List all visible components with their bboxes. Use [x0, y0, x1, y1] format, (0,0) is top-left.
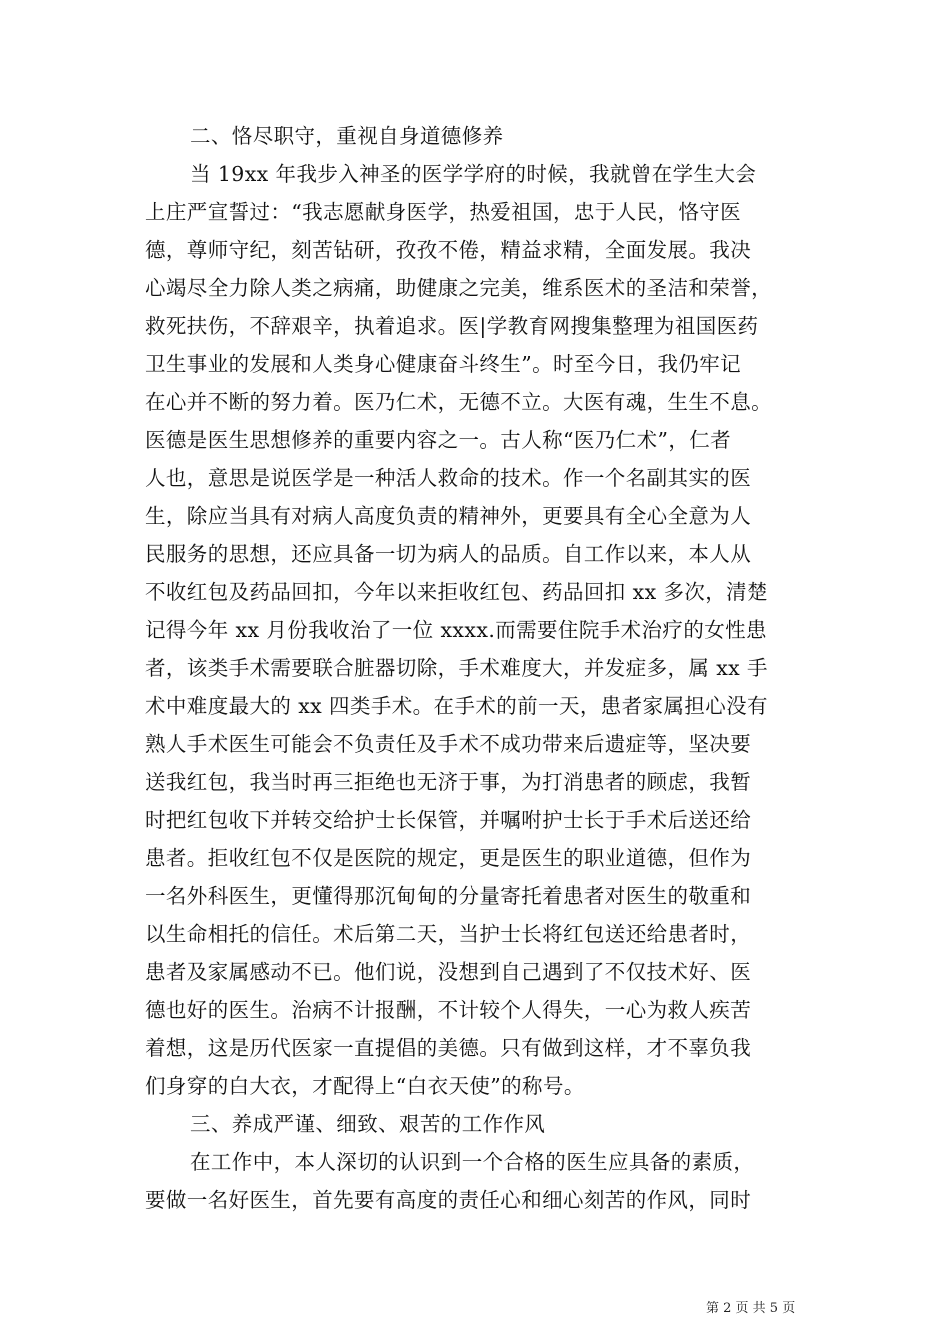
paragraph-line: 人也，意思是说医学是一种活人救命的技术。作一个名副其实的医 [145, 466, 752, 490]
paragraph-line: 心竭尽全力除人类之病痛，助健康之完美，维系医术的圣洁和荣誉， [145, 276, 772, 300]
paragraph-line: 术中难度最大的 xx 四类手术。在手术的前一天，患者家属担心没有 [145, 694, 768, 718]
paragraph-line: 上庄严宣誓过：“我志愿献身医学，热爱祖国，忠于人民，恪守医 [145, 200, 742, 224]
section-2-heading: 二、恪尽职守，重视自身道德修养 [190, 124, 504, 148]
section-3-heading: 三、养成严谨、细致、艰苦的工作作风 [190, 1112, 546, 1136]
paragraph-line: 以生命相托的信任。术后第二天，当护士长将红包送还给患者时， [145, 922, 752, 946]
page-indicator: 第 2 页 共 5 页 [706, 1301, 796, 1316]
paragraph-line: 卫生事业的发展和人类身心健康奋斗终生”。时至今日，我仍牢记 [145, 352, 742, 376]
paragraph-line: 一名外科医生，更懂得那沉甸甸的分量寄托着患者对医生的敬重和 [145, 884, 752, 908]
paragraph-line: 德，尊师守纪，刻苦钻研，孜孜不倦，精益求精，全面发展。我决 [145, 238, 752, 262]
paragraph-line: 们身穿的白大衣，才配得上“白衣天使”的称号。 [145, 1074, 585, 1098]
paragraph-line: 者，该类手术需要联合脏器切除，手术难度大，并发症多，属 xx 手 [145, 656, 768, 680]
paragraph-line: 在工作中，本人深切的认识到一个合格的医生应具备的素质， [190, 1150, 755, 1174]
paragraph-line: 不收红包及药品回扣，今年以来拒收红包、药品回扣 xx 多次，清楚 [145, 580, 768, 604]
paragraph-line: 救死扶伤，不辞艰辛，执着追求。医|学教育网搜集整理为祖国医药 [145, 314, 759, 338]
paragraph-line: 要做一名好医生，首先要有高度的责任心和细心刻苦的作风，同时 [145, 1188, 752, 1212]
paragraph-line: 患者。拒收红包不仅是医院的规定，更是医生的职业道德，但作为 [145, 846, 752, 870]
paragraph-line: 民服务的思想，还应具备一切为病人的品质。自工作以来，本人从 [145, 542, 752, 566]
paragraph-line: 送我红包，我当时再三拒绝也无济于事，为打消患者的顾虑，我暂 [145, 770, 752, 794]
paragraph-line: 时把红包收下并转交给护士长保管，并嘱咐护士长于手术后送还给 [145, 808, 752, 832]
paragraph-line: 在心并不断的努力着。医乃仁术，无德不立。大医有魂，生生不息。 [145, 390, 772, 414]
paragraph-line: 着想，这是历代医家一直提倡的美德。只有做到这样，才不辜负我 [145, 1036, 752, 1060]
paragraph-line: 医德是医生思想修养的重要内容之一。古人称“医乃仁术”，仁者 [145, 428, 732, 452]
paragraph-line: 当 19xx 年我步入神圣的医学学府的时候，我就曾在学生大会 [190, 162, 757, 186]
paragraph-line: 生，除应当具有对病人高度负责的精神外，更要具有全心全意为人 [145, 504, 752, 528]
paragraph-line: 熟人手术医生可能会不负责任及手术不成功带来后遗症等，坚决要 [145, 732, 752, 756]
paragraph-line: 患者及家属感动不已。他们说，没想到自己遇到了不仅技术好、医 [145, 960, 752, 984]
paragraph-line: 德也好的医生。治病不计报酬，不计较个人得失，一心为救人疾苦 [145, 998, 752, 1022]
paragraph-line: 记得今年 xx 月份我收治了一位 xxxx.而需要住院手术治疗的女性患 [145, 618, 767, 642]
